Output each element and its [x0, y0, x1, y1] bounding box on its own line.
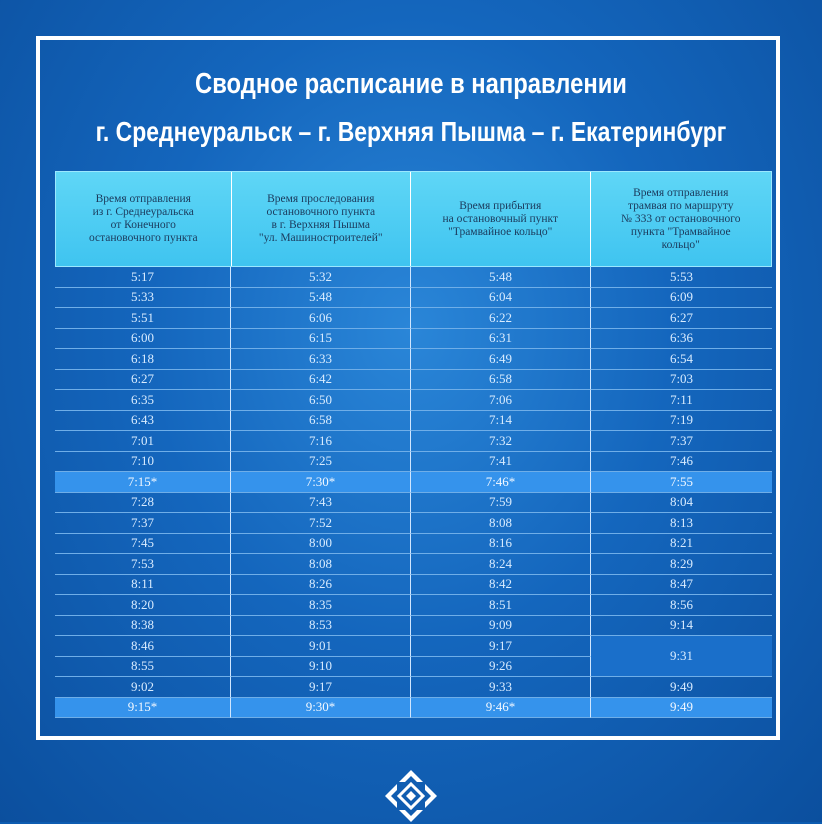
cell-tram-departure: 7:55 — [591, 472, 772, 493]
table-row — [55, 308, 772, 329]
cell-pass: 9:10 — [231, 657, 411, 678]
cell-tram-departure: 7:46 — [591, 452, 772, 473]
table-row — [55, 534, 772, 555]
cell-arrival: 9:09 — [411, 616, 591, 637]
cell-tram-departure: 8:47 — [591, 575, 772, 596]
cell-arrival: 8:42 — [411, 575, 591, 596]
cell-arrival: 9:46* — [411, 698, 591, 719]
cell-departure: 7:10 — [55, 452, 231, 473]
cell-departure: 8:55 — [55, 657, 231, 678]
table-row — [55, 554, 772, 575]
cell-tram-departure: 8:21 — [591, 534, 772, 555]
cell-tram-departure: 7:37 — [591, 431, 772, 452]
cell-tram-departure: 6:36 — [591, 329, 772, 350]
table-row — [55, 677, 772, 698]
cell-departure: 6:18 — [55, 349, 231, 370]
cell-departure: 6:35 — [55, 390, 231, 411]
cell-tram-departure: 8:56 — [591, 595, 772, 616]
cell-pass: 9:30* — [231, 698, 411, 719]
table-row — [55, 349, 772, 370]
cell-arrival: 7:06 — [411, 390, 591, 411]
cell-tram-departure: 7:11 — [591, 390, 772, 411]
cell-tram-departure: 6:54 — [591, 349, 772, 370]
table-row — [55, 431, 772, 452]
cell-departure: 7:28 — [55, 493, 231, 514]
cell-arrival: 6:58 — [411, 370, 591, 391]
cell-pass: 6:06 — [231, 308, 411, 329]
header-departure-sredneuralsk: Время отправления из г. Среднеуральска от Конечного остановочного пункта — [56, 172, 232, 266]
cell-tram-departure: 7:19 — [591, 411, 772, 432]
table-header — [55, 171, 772, 267]
cell-departure: 7:45 — [55, 534, 231, 555]
cell-departure: 7:53 — [55, 554, 231, 575]
cell-pass: 8:35 — [231, 595, 411, 616]
cell-arrival: 8:24 — [411, 554, 591, 575]
cell-departure: 8:46 — [55, 636, 231, 657]
header-tram-333-departure: Время отправления трамвая по маршруту № 333 от остановочного пункта "Трамвайное кольцо" — [621, 186, 741, 251]
cell-arrival: 8:51 — [411, 595, 591, 616]
cell-arrival: 9:33 — [411, 677, 591, 698]
cell-arrival: 7:59 — [411, 493, 591, 514]
cell-departure: 5:33 — [55, 288, 231, 309]
cell-tram-departure: 9:14 — [591, 616, 772, 637]
table-row — [55, 329, 772, 350]
table-row — [55, 616, 772, 637]
table-row — [55, 513, 772, 534]
cell-departure: 5:51 — [55, 308, 231, 329]
cell-pass: 7:43 — [231, 493, 411, 514]
cell-departure: 9:15* — [55, 698, 231, 719]
cell-departure: 5:17 — [55, 267, 231, 288]
table-row — [55, 472, 772, 493]
cell-pass: 9:17 — [231, 677, 411, 698]
cell-departure: 8:20 — [55, 595, 231, 616]
table-row — [55, 493, 772, 514]
cell-arrival: 6:22 — [411, 308, 591, 329]
cell-pass: 7:52 — [231, 513, 411, 534]
header-pass-verkhnyaya-pyshma: Время проследования остановочного пункта в г. Верхняя Пышма "ул. Машиностроителей" — [232, 172, 412, 266]
cell-departure: 6:00 — [55, 329, 231, 350]
table-row — [55, 267, 772, 288]
cell-pass: 8:26 — [231, 575, 411, 596]
cell-pass: 7:25 — [231, 452, 411, 473]
cell-pass: 5:32 — [231, 267, 411, 288]
title-line-2: г. Среднеуральск – г. Верхняя Пышма – г. Екатеринбург — [95, 116, 727, 147]
cell-departure: 7:37 — [55, 513, 231, 534]
cell-tram-departure: 8:13 — [591, 513, 772, 534]
cell-departure: 8:38 — [55, 616, 231, 637]
table-row — [55, 390, 772, 411]
table-row — [55, 575, 772, 596]
cell-pass: 6:15 — [231, 329, 411, 350]
cell-tram-departure: 8:29 — [591, 554, 772, 575]
cell-arrival: 6:49 — [411, 349, 591, 370]
cell-tram-departure: 6:27 — [591, 308, 772, 329]
cell-arrival: 8:08 — [411, 513, 591, 534]
schedule-table — [55, 171, 772, 718]
table-row — [55, 452, 772, 473]
cell-tram-departure: 7:03 — [591, 370, 772, 391]
cell-arrival: 8:16 — [411, 534, 591, 555]
cell-pass: 6:42 — [231, 370, 411, 391]
cell-arrival: 7:46* — [411, 472, 591, 493]
table-row — [55, 595, 772, 616]
cell-pass: 9:01 — [231, 636, 411, 657]
cell-tram-departure: 9:49 — [591, 698, 772, 719]
cell-tram-departure: 6:09 — [591, 288, 772, 309]
cell-arrival: 9:17 — [411, 636, 591, 657]
cell-tram-departure: 5:53 — [591, 267, 772, 288]
cell-pass: 8:08 — [231, 554, 411, 575]
cell-pass: 8:00 — [231, 534, 411, 555]
cell-departure: 7:01 — [55, 431, 231, 452]
table-body — [55, 267, 772, 718]
cell-tram-departure: 9:49 — [591, 677, 772, 698]
cell-arrival: 6:31 — [411, 329, 591, 350]
cell-pass: 6:58 — [231, 411, 411, 432]
title-line-1: Сводное расписание в направлении — [195, 68, 627, 100]
cell-departure: 6:27 — [55, 370, 231, 391]
table-row — [55, 698, 772, 719]
table-row — [55, 288, 772, 309]
cell-departure: 9:02 — [55, 677, 231, 698]
cell-pass: 7:16 — [231, 431, 411, 452]
cell-pass: 5:48 — [231, 288, 411, 309]
cell-pass: 8:53 — [231, 616, 411, 637]
cell-arrival: 9:26 — [411, 657, 591, 678]
cell-departure: 7:15* — [55, 472, 231, 493]
table-row — [55, 411, 772, 432]
cell-departure: 8:11 — [55, 575, 231, 596]
header-arrival-tram-ring: Время прибытия на остановочный пункт "Трамвайное кольцо" — [411, 172, 591, 266]
cell-arrival: 7:41 — [411, 452, 591, 473]
cell-arrival: 5:48 — [411, 267, 591, 288]
cell-pass: 7:30* — [231, 472, 411, 493]
cell-tram-departure: 8:04 — [591, 493, 772, 514]
table-row — [55, 370, 772, 391]
cell-arrival: 6:04 — [411, 288, 591, 309]
cell-arrival: 7:32 — [411, 431, 591, 452]
city-emblem-icon — [383, 768, 439, 824]
cell-departure: 6:43 — [55, 411, 231, 432]
cell-pass: 6:50 — [231, 390, 411, 411]
cell-pass: 6:33 — [231, 349, 411, 370]
cell-tram-departure-merged: 9:31 — [591, 636, 772, 677]
cell-arrival: 7:14 — [411, 411, 591, 432]
